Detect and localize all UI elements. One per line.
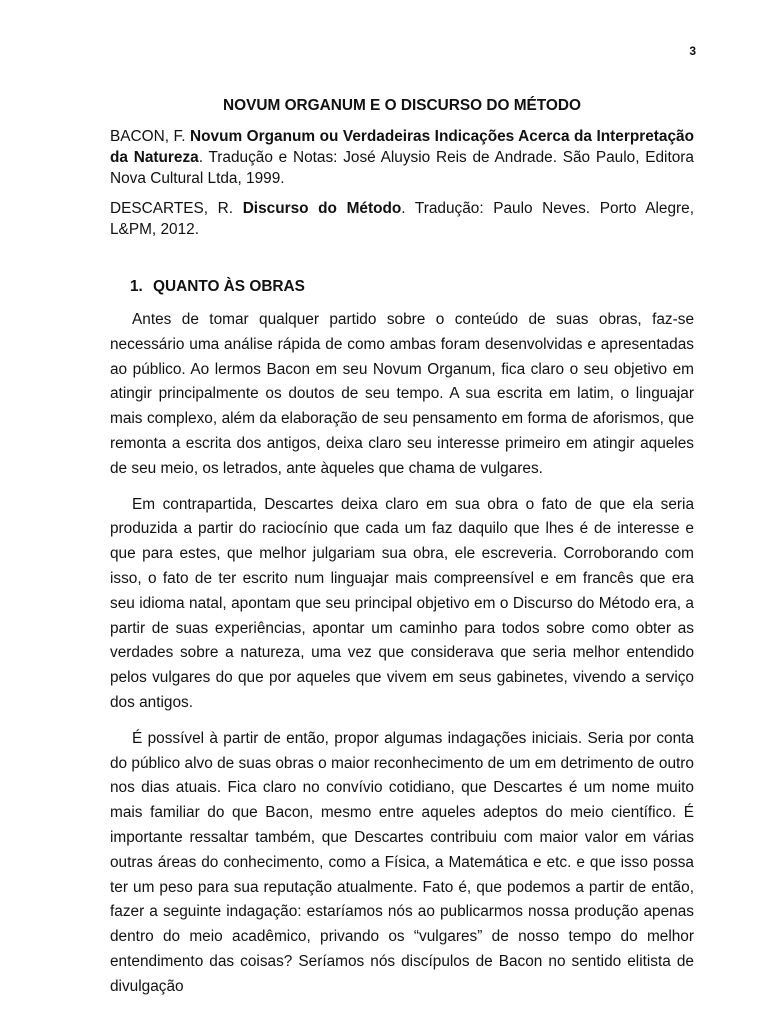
section-title: QUANTO ÀS OBRAS: [153, 278, 305, 295]
body-paragraph: É possível à partir de então, propor algumas indagações iniciais. Seria por conta do público alvo de suas obras o maior reconhecimento de um em detrimento de outro nos dias atuais. Fica claro no convívio cotidiano, que Descartes é um nome muito mais familiar do que Bacon, mesmo entre aqueles adeptos do meio científico. É importante ressaltar também, que Descartes contribuiu com maior valor em várias outras áreas do conhecimento, como a Física, a Matemática e etc. e que isso possa ter um peso para sua reputação atualmente. Fato é, que podemos a partir de então, fazer a seguinte indagação: estaríamos nós ao publicarmos nossa produção apenas dentro do meio acadêmico, privando os “vulgares” de nosso tempo do melhor entendimento das coisas? Seríamos nós discípulos de Bacon no sentido elitista de divulgação: [110, 729, 694, 995]
reference-descartes: [110, 198, 694, 240]
reference-details: . Tradução e Notas: José Aluysio Reis de Andrade. São Paulo, Editora Nova Cultural Ltda, 1999.: [110, 149, 694, 187]
reference-work-title: Novum Organum ou Verdadeiras Indicações Acerca da Interpretação da Natureza: [110, 128, 694, 166]
document-body: [110, 96, 694, 1011]
section-heading: [130, 276, 694, 298]
reference-details: . Tradução: Paulo Neves. Porto Alegre, L&PM, 2012.: [110, 200, 694, 238]
body-paragraph: Antes de tomar qualquer partido sobre o conteúdo de suas obras, faz-se necessário uma análise rápida de como ambas foram desenvolvidas e apresentadas ao público. Ao lermos Bacon em seu Novum Organum, fica claro o seu objetivo em atingir principalmente os doutos de seu tempo. A sua escrita em latim, o linguajar mais complexo, além da elaboração de seu pensamento em forma de aforismos, que remonta a escrita dos antigos, deixa claro seu interesse primeiro em atingir aqueles de seu meio, os letrados, ante àqueles que chama de vulgares.: [110, 311, 694, 477]
body-paragraph: Em contrapartida, Descartes deixa claro em sua obra o fato de que ela seria produzida a partir do raciocínio que cada um faz daquilo que lhes é de interesse e que para estes, que melhor julgariam sua obra, ele escreveria. Corroborando com isso, o fato de ter escrito num linguajar mais compreensível e em francês que era seu idioma natal, apontam que seu principal objetivo em o Discurso do Método era, a partir de suas experiências, apontar um caminho para todos sobre como obter as verdades sobre a natureza, uma vez que considerava que seria melhor entendido pelos vulgares do que por aqueles que vivem em seus gabinetes, vivendo a serviço dos antigos.: [110, 495, 694, 711]
reference-bacon: [110, 126, 694, 189]
section-number: 1.: [130, 278, 143, 295]
reference-work-title: Discurso do Método: [242, 200, 402, 217]
reference-author: BACON, F.: [110, 128, 190, 145]
document-title: NOVUM ORGANUM E O DISCURSO DO MÉTODO: [223, 97, 581, 114]
page-number: 3: [689, 44, 696, 58]
reference-author: DESCARTES, R.: [110, 200, 243, 217]
